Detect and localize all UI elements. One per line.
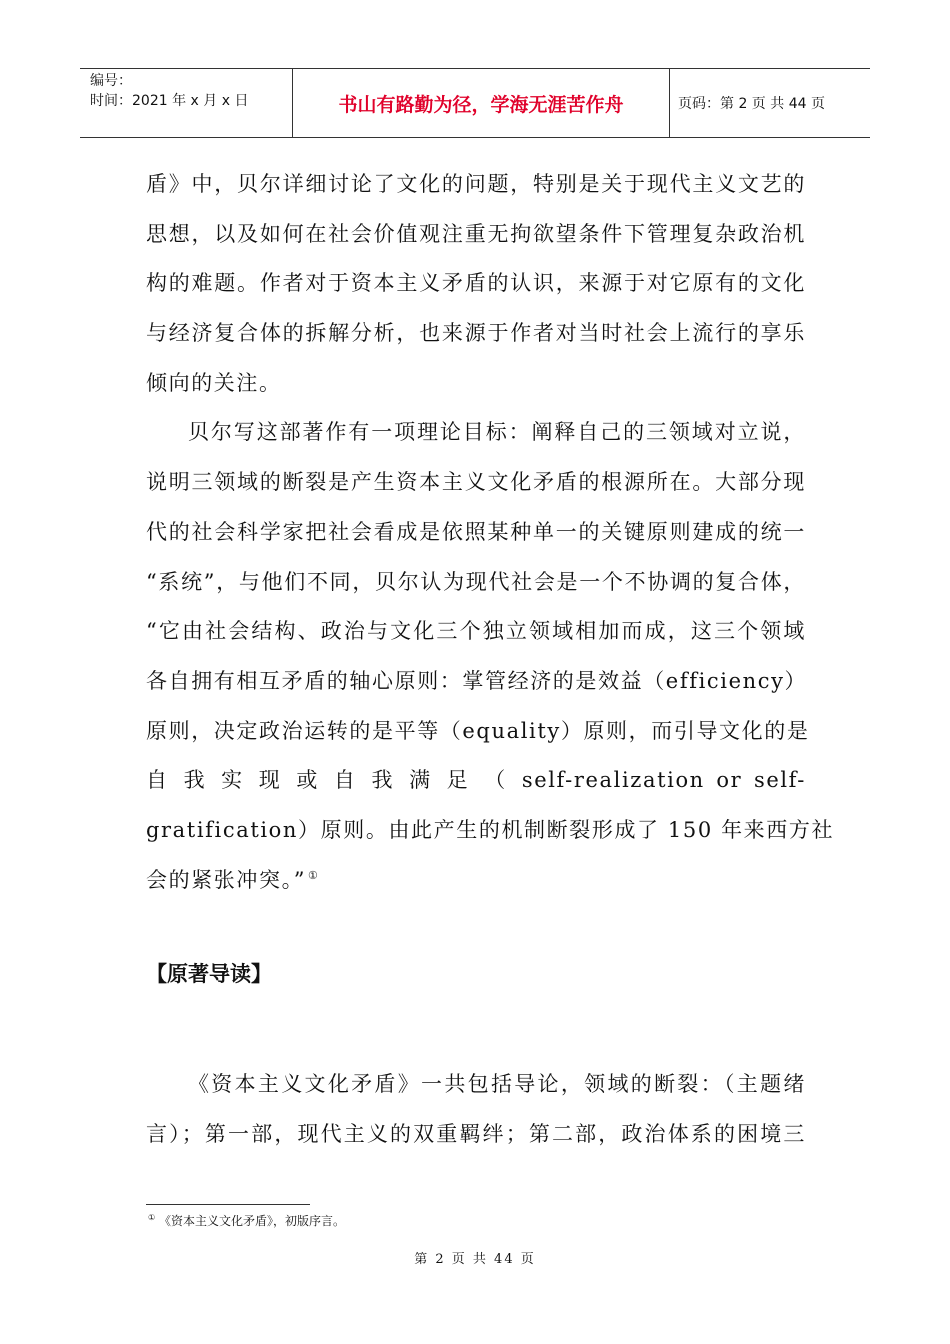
footnote-marker: ①: [148, 1213, 156, 1222]
text-line: gratification）原则。由此产生的机制断裂形成了 150 年来西方社: [146, 817, 835, 842]
header-page-info: 页码：第 2 页 共 44 页: [678, 96, 825, 112]
page-header: [80, 68, 870, 138]
footnote-ref: ①: [308, 868, 320, 882]
header-motto: 书山有路勤为径，学海无涯苦作舟: [293, 69, 670, 137]
text-line: 倾向的关注。: [146, 370, 282, 395]
text-line: 各自拥有相互矛盾的轴心原则：掌管经济的是效益（efficiency）: [146, 668, 808, 693]
text-line: “系统”，与他们不同，贝尔认为现代社会是一个不协调的复合体，: [146, 569, 806, 594]
section-title: 【原著导读】: [146, 962, 272, 986]
text-line: [146, 856, 806, 906]
text-line: 贝尔写这部著作有一项理论目标：阐释自己的三领域对立说，: [188, 420, 806, 445]
footnote-divider: [146, 1204, 310, 1205]
body-text: [146, 160, 835, 905]
text-line: 说明三领域的断裂是产生资本主义文化矛盾的根源所在。大部分现: [146, 470, 806, 495]
text-line: 代的社会科学家把社会看成是依照某种单一的关键原则建成的统一: [146, 519, 806, 544]
text-line: 盾》中，贝尔详细讨论了文化的问题，特别是关于现代主义文艺的: [146, 172, 806, 196]
body-text-continued: [146, 1060, 806, 1159]
text-line: 与经济复合体的拆解分析，也来源于作者对当时社会上流行的享乐: [146, 321, 806, 346]
header-meta: [80, 69, 293, 137]
text-line: 原则，决定政治运转的是平等（equality）原则，而引导文化的是: [146, 718, 810, 743]
text-line: 自 我 实 现 或 自 我 满 足 （ self-realization or self-: [146, 768, 806, 793]
text-line: 思想，以及如何在社会价值观注重无拘欲望条件下管理复杂政治机: [146, 221, 806, 246]
text-line: “它由社会结构、政治与文化三个独立领域相加而成，这三个领域: [146, 619, 806, 644]
header-date: 时间：2021 年 x 月 x 日: [90, 93, 249, 109]
header-number: 编号：: [90, 73, 132, 89]
text-line: 构的难题。作者对于资本主义矛盾的认识，来源于对它原有的文化: [146, 271, 806, 296]
text-line: 言）；第一部，现代主义的双重羁绊；第二部，政治体系的困境三: [146, 1121, 806, 1146]
page-footer: 第 2 页 共 44 页: [414, 1252, 536, 1267]
text-line: 《资本主义文化矛盾》一共包括导论，领域的断裂：（主题绪: [188, 1072, 806, 1096]
text-line-content: 会的紧张冲突。”: [146, 867, 307, 892]
footnote: [146, 1212, 345, 1229]
footnote-text: 《资本主义文化矛盾》，初版序言。: [159, 1214, 346, 1228]
